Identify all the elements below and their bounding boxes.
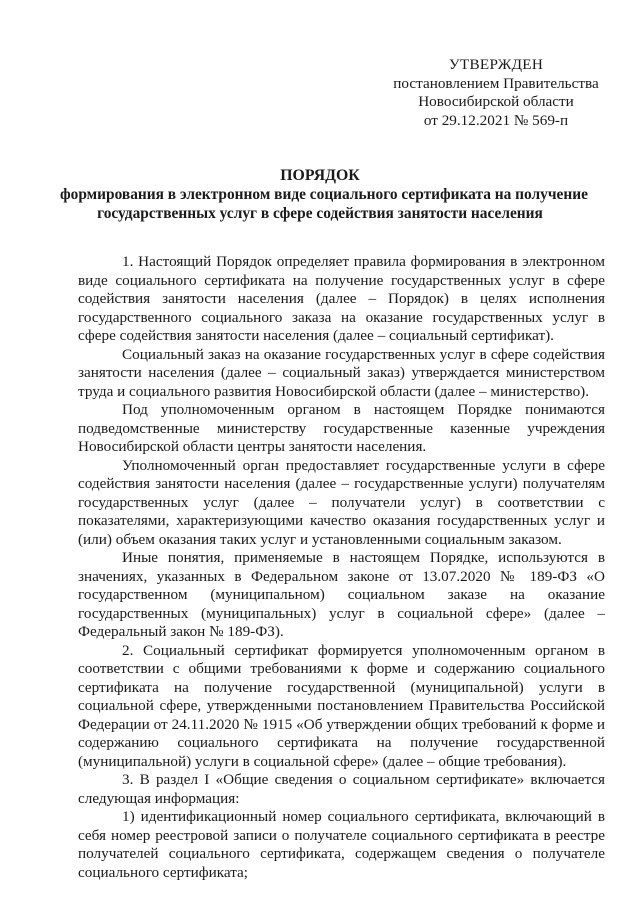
approval-line-1: постановлением Правительства [393, 74, 599, 92]
document-body [78, 253, 605, 882]
paragraph: Социальный заказ на оказание государственных услуг в сфере содействия занятости населения (далее – социальный заказ) утверждается министерством труда и социального развития Новосибирской области (далее – министерство). [78, 345, 605, 400]
paragraph: 3. В раздел I «Общие сведения о социальном сертификате» включается следующая информация: [78, 771, 605, 807]
document-title-block [60, 166, 588, 223]
paragraph: 1) идентификационный номер социального сертификата, включающий в себя номер реестровой записи о получателе социального сертификата в реестре получателей социального сертификата, содержащем сведения о получателе социального сертификата; [78, 808, 605, 881]
paragraph: 2. Социальный сертификат формируется уполномоченным органом в соответствии с общими требованиями к форме и содержанию социального сертификата на получение государственной (муниципальной) услуги в социальной сфере, утвержденными постановлением Правительства Российской Федерации от 24.11.2020 № 1915 «Об утверждении общих требований к форме и содержанию социального сертификата на получение государственной (муниципальной) услуги в социальной сфере» (далее – общие требования). [78, 641, 605, 770]
paragraph: 1. Настоящий Порядок определяет правила формирования в электронном виде социального сертификата на получение государственных услуг в сфере содействия занятости населения (далее – Порядок) в целях исполнения государственного социального заказа на оказание государственных услуг в сфере содействия занятости населения (далее – социальный сертификат). [78, 253, 605, 344]
document-title: ПОРЯДОК [280, 167, 360, 184]
paragraph: Уполномоченный орган предоставляет государственные услуги в сфере содействия занятости населения (далее – государственные услуги) получателям государственных услуг (далее – получатели услуг) в соответствии с показателями, характеризующими качество оказания государственных услуг и (или) объем оказания таких услуг и установленными социальным заказом. [78, 456, 605, 548]
approval-line-3: от 29.12.2021 № 569-п [423, 111, 569, 129]
document-subtitle-line-1: формирования в электронном виде социального сертификата на получение [60, 186, 588, 203]
paragraph: Под уполномоченным органом в настоящем Порядке понимаются подведомственные министерству государственные казенные учреждения Новосибирской области центры занятости населения. [78, 401, 605, 455]
approval-line-2: Новосибирской области [418, 93, 574, 110]
paragraph: Иные понятия, применяемые в настоящем Порядке, используются в значениях, указанных в Федеральном законе от 13.07.2020 № 189-ФЗ «О государственном (муниципальном) социальном заказе на оказание государственных (муниципальных) услуг в социальной сфере» (далее – Федеральный закон № 189-ФЗ). [78, 549, 605, 640]
document-subtitle-line-2: государственных услуг в сфере содействия занятости населения [97, 205, 543, 222]
approval-stamp [380, 56, 612, 130]
approval-heading: УТВЕРЖДЕН [448, 56, 544, 73]
